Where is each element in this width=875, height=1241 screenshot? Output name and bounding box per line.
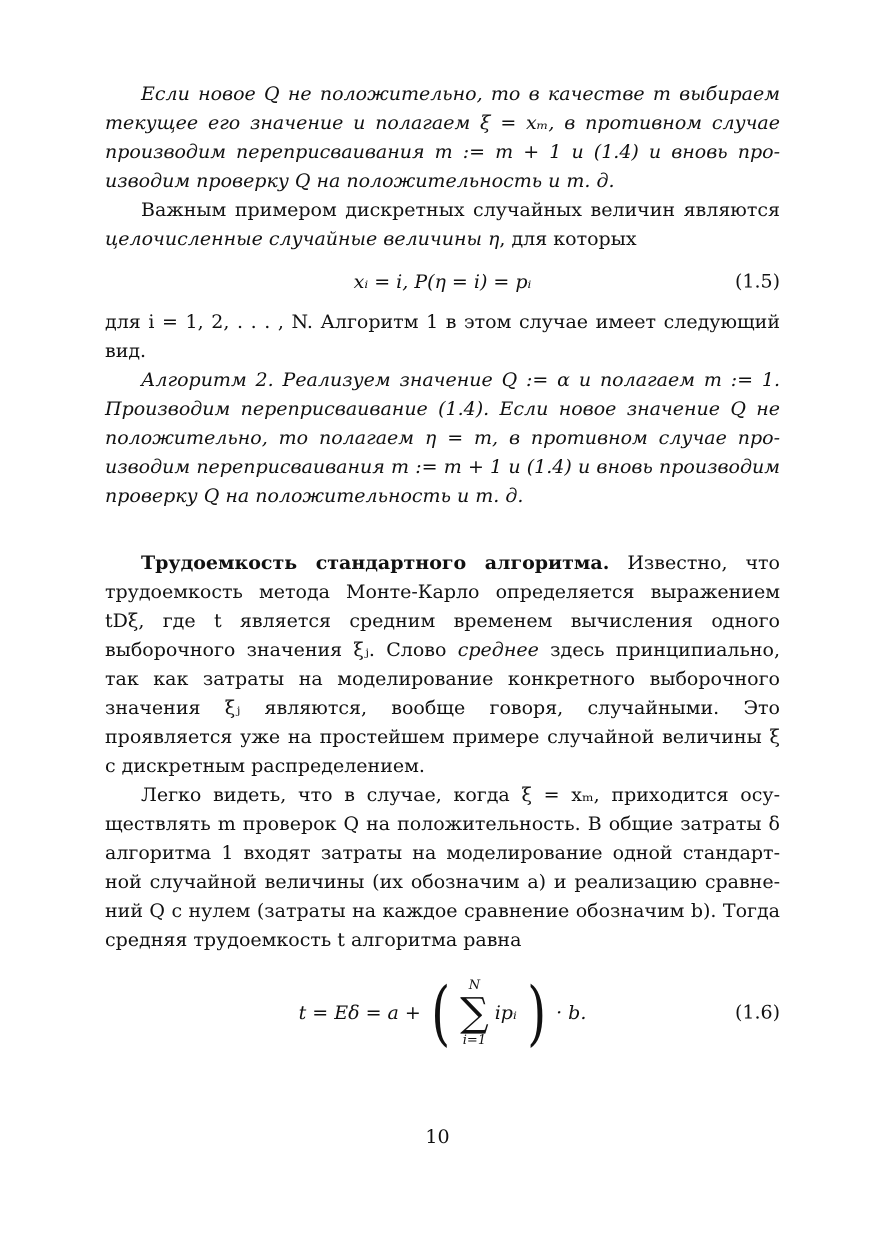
para2-text-a: Важным примером дискретных случайных величин являются xyxy=(141,199,780,221)
paragraph-algorithm1-end: Если новое Q не положительно, то в качестве m выбираем текущее его значение и полагаем ξ = xₘ, в противном случае производим переприсваивания m := m + 1 и (1.4) и вновь производим проверку Q на положительность и т. д. xyxy=(105,83,780,192)
text-body xyxy=(105,80,780,1065)
paragraph-integer-variables xyxy=(105,196,780,254)
equation-1-6-lhs: t = Eδ = a + xyxy=(298,1001,421,1024)
equation-1-5-formula: xᵢ = i, P(η = i) = pᵢ xyxy=(353,270,532,293)
equation-1-6-rhs: · b. xyxy=(556,1001,587,1024)
para2-text-c: , для которых xyxy=(499,228,637,250)
summand: ipᵢ xyxy=(494,1001,517,1024)
paragraph-for-i: для i = 1, 2, . . . , N. Алгоритм 1 в этом случае имеет следующий вид. xyxy=(105,311,780,362)
equation-1-5 xyxy=(105,258,780,306)
paragraph-complexity xyxy=(105,549,780,781)
paragraph-algorithm2: Алгоритм 2. Реализуем значение Q := α и полагаем m := 1. Производим переприсваивание (1.4). Если новое значение Q не положительно, то полагаем η = m, в противном случае производим переприсваивания m := m + 1 и (1.4) и вновь производим проверку Q на положительность и т. д. xyxy=(105,369,780,507)
word-average: среднее xyxy=(457,639,539,661)
equation-1-6-formula xyxy=(298,972,587,1054)
left-paren: ( xyxy=(430,972,451,1054)
sum-symbol: ∑ xyxy=(460,990,489,1036)
para5-text-c: здесь принципиально, так как затраты на моделирование конкретного выборочного значения ξⱼ являются, вообще говоря, случайными. Это проявляется уже на простейшем примере случайной величины ξ с дискретным распределением. xyxy=(105,639,780,777)
sum-lower-limit: i=1 xyxy=(462,1033,487,1048)
paragraph-cost: Легко видеть, что в случае, когда ξ = xₘ, приходится осуществлять m проверок Q на положительность. В общие затраты δ алгоритма 1 входят затраты на моделирование одной стандартной случайной величины (их обозначим a) и реализацию сравнений Q с нулем (затраты на каждое сравнение обозначим b). Тогда средняя трудоемкость t алгоритма равна xyxy=(105,784,780,951)
right-paren: ) xyxy=(526,972,546,1054)
para5-text-a: Известно, что трудоемкость метода Монте-Карло определяется выражением tDξ, где t является средним временем вычисления одного выборочного значения ξⱼ. Слово xyxy=(105,552,781,661)
equation-1-6 xyxy=(105,963,780,1063)
summation xyxy=(460,979,489,1047)
equation-1-5-number: (1.5) xyxy=(734,270,780,293)
sum-upper-limit: N xyxy=(468,978,481,993)
page-number: 10 xyxy=(425,1126,450,1148)
term-integer-random-variables: целочисленные случайные величины η xyxy=(105,228,500,250)
section-title: Трудоемкость стандартного алгоритма. xyxy=(141,552,610,574)
equation-1-6-number: (1.6) xyxy=(734,1001,780,1024)
